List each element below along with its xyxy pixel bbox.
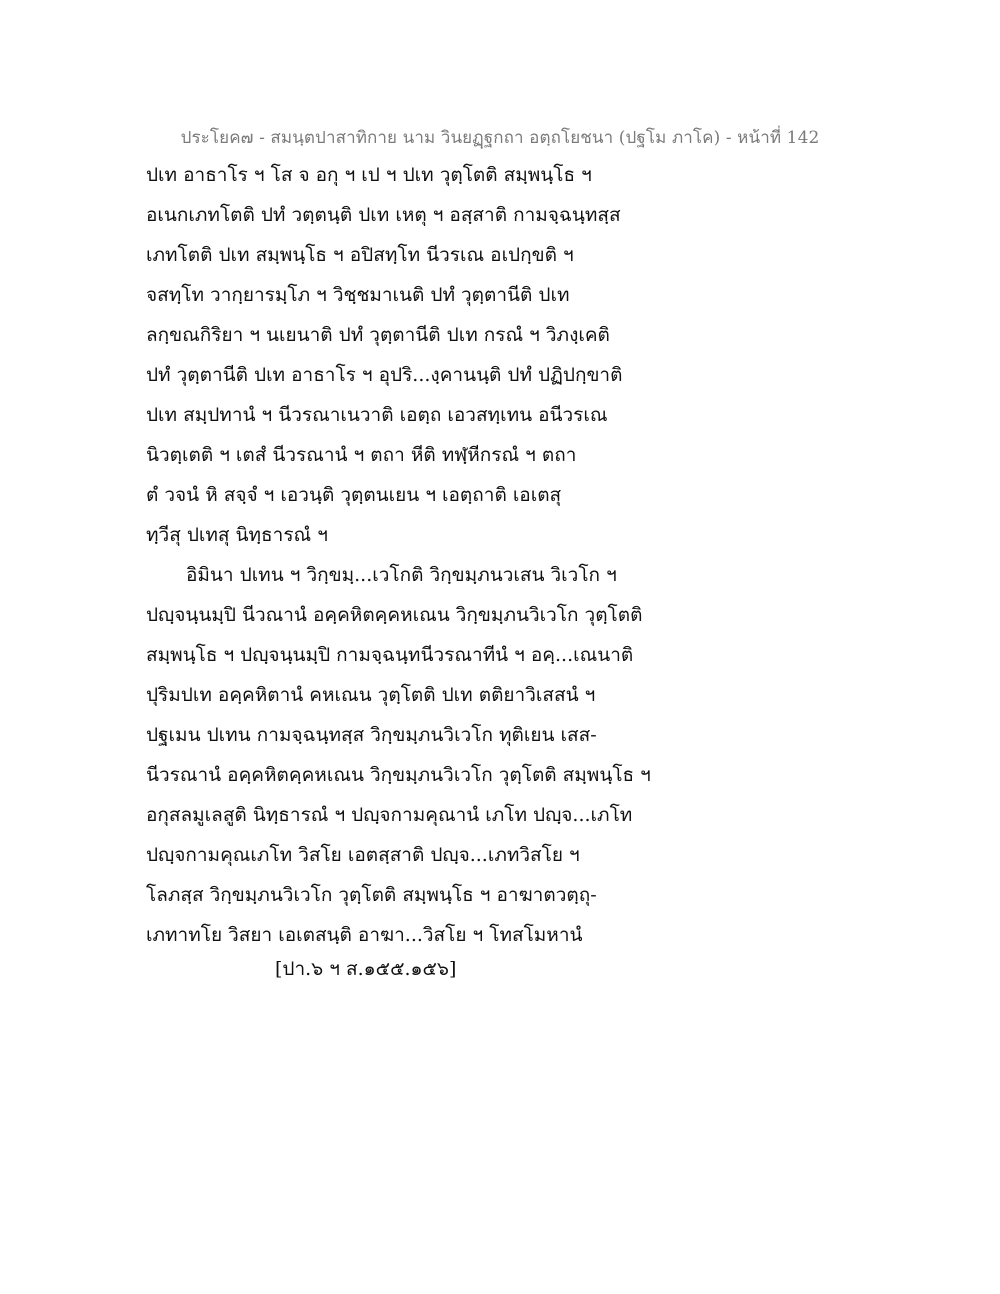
text-line: นิวตฺเตติ ฯ เตสํ นีวรณานํ ฯ ตถา หีติ ทฬฺหีกรณํ ฯ ตถา — [146, 444, 577, 466]
text-line: สมฺพนฺโธ ฯ ปญฺจนฺนมฺปิ กามจฺฉนฺทนีวรณาทีนํ ฯ อคฺ...เณนาติ — [146, 644, 634, 666]
text-line: โลภสฺส วิกฺขมฺภนวิเวโก วุตฺโตติ สมฺพนฺโธ ฯ อาฆาตวตฺถุ- — [146, 884, 597, 906]
text-line: ทฺวีสุ ปเทสุ นิทฺธารณํ ฯ — [146, 524, 328, 546]
text-line: ลกฺขณกิริยา ฯ นเยนาติ ปทํ วุตฺตานีติ ปเท กรณํ ฯ วิภงฺเคติ — [146, 324, 610, 346]
paragraph-start-line: อิมินา ปเทน ฯ วิกฺขมฺ...เวโกติ วิกฺขมฺภนวเสน วิเวโก ฯ — [186, 564, 617, 586]
text-line: ปญฺจกามคุณเภโท วิสโย เอตสฺสาติ ปญฺจ...เภทวิสโย ฯ — [146, 844, 580, 866]
text-line: นีวรณานํ อคฺคหิตคฺคหเณน วิกฺขมฺภนวิเวโก วุตฺโตติ สมฺพนฺโธ ฯ — [146, 764, 651, 786]
text-line: ปเท สมฺปทานํ ฯ นีวรณาเนวาติ เอตฺถ เอวสทฺเทน อนีวรเณ — [146, 404, 608, 426]
text-line: จสทฺโท วากฺยารมฺโภ ฯ วิชฺชมาเนติ ปทํ วุตฺตานีติ ปเท — [146, 284, 570, 306]
text-line: อกุสลมูเลสูติ นิทฺธารณํ ฯ ปญฺจกามคุณานํ เภโท ปญฺจ...เภโท — [146, 804, 633, 826]
text-line: ปุริมปเท อคฺคหิตานํ คหเณน วุตฺโตติ ปเท ตติยาวิเสสนํ ฯ — [146, 684, 596, 706]
page-header-text: ประโยค๗ - สมนฺตปาสาทิกาย นาม วินยฏฺฐกถา อตฺถโยชนา (ปฐโม ภาโค) - หน้าที่ 142 — [180, 128, 820, 148]
text-line: เภทโตติ ปเท สมฺพนฺโธ ฯ อปิสทฺโท นีวรเณ อเปกฺขติ ฯ — [146, 244, 574, 266]
page-header — [0, 124, 1000, 151]
text-line: เภทาทโย วิสยา เอเตสนฺติ อาฆา...วิสโย ฯ โทสโมหานํ — [146, 924, 583, 946]
text-line: ปทํ วุตฺตานีติ ปเท อาธาโร ฯ อุปริ...งฺคานนฺติ ปทํ ปฏิปกฺขาติ — [146, 364, 623, 386]
text-line: ปเท อาธาโร ฯ โส จ อกุ ฯ เป ฯ ปเท วุตฺโตติ สมฺพนฺโธ ฯ — [146, 164, 592, 186]
document-body — [146, 158, 666, 958]
text-line: ปญฺจนฺนมฺปิ นีวณานํ อคฺคหิตคฺคหเณน วิกฺขมฺภนวิเวโก วุตฺโตติ — [146, 604, 643, 626]
source-reference: [ปา.๖ ฯ ส.๑๕๕.๑๕๖] — [275, 958, 457, 980]
text-line: ปฐเมน ปเทน กามจฺฉนฺทสฺส วิกฺขมฺภนวิเวโก ทุติเยน เสส- — [146, 724, 597, 746]
text-line: ตํ วจนํ หิ สจฺจํ ฯ เอวนฺติ วุตฺตนเยน ฯ เอตฺถาติ เอเตสุ — [146, 484, 562, 506]
text-line: อเนกเภทโตติ ปทํ วตฺตนฺติ ปเท เหตุ ฯ อสฺสาติ กามจฺฉนฺทสฺส — [146, 204, 621, 226]
